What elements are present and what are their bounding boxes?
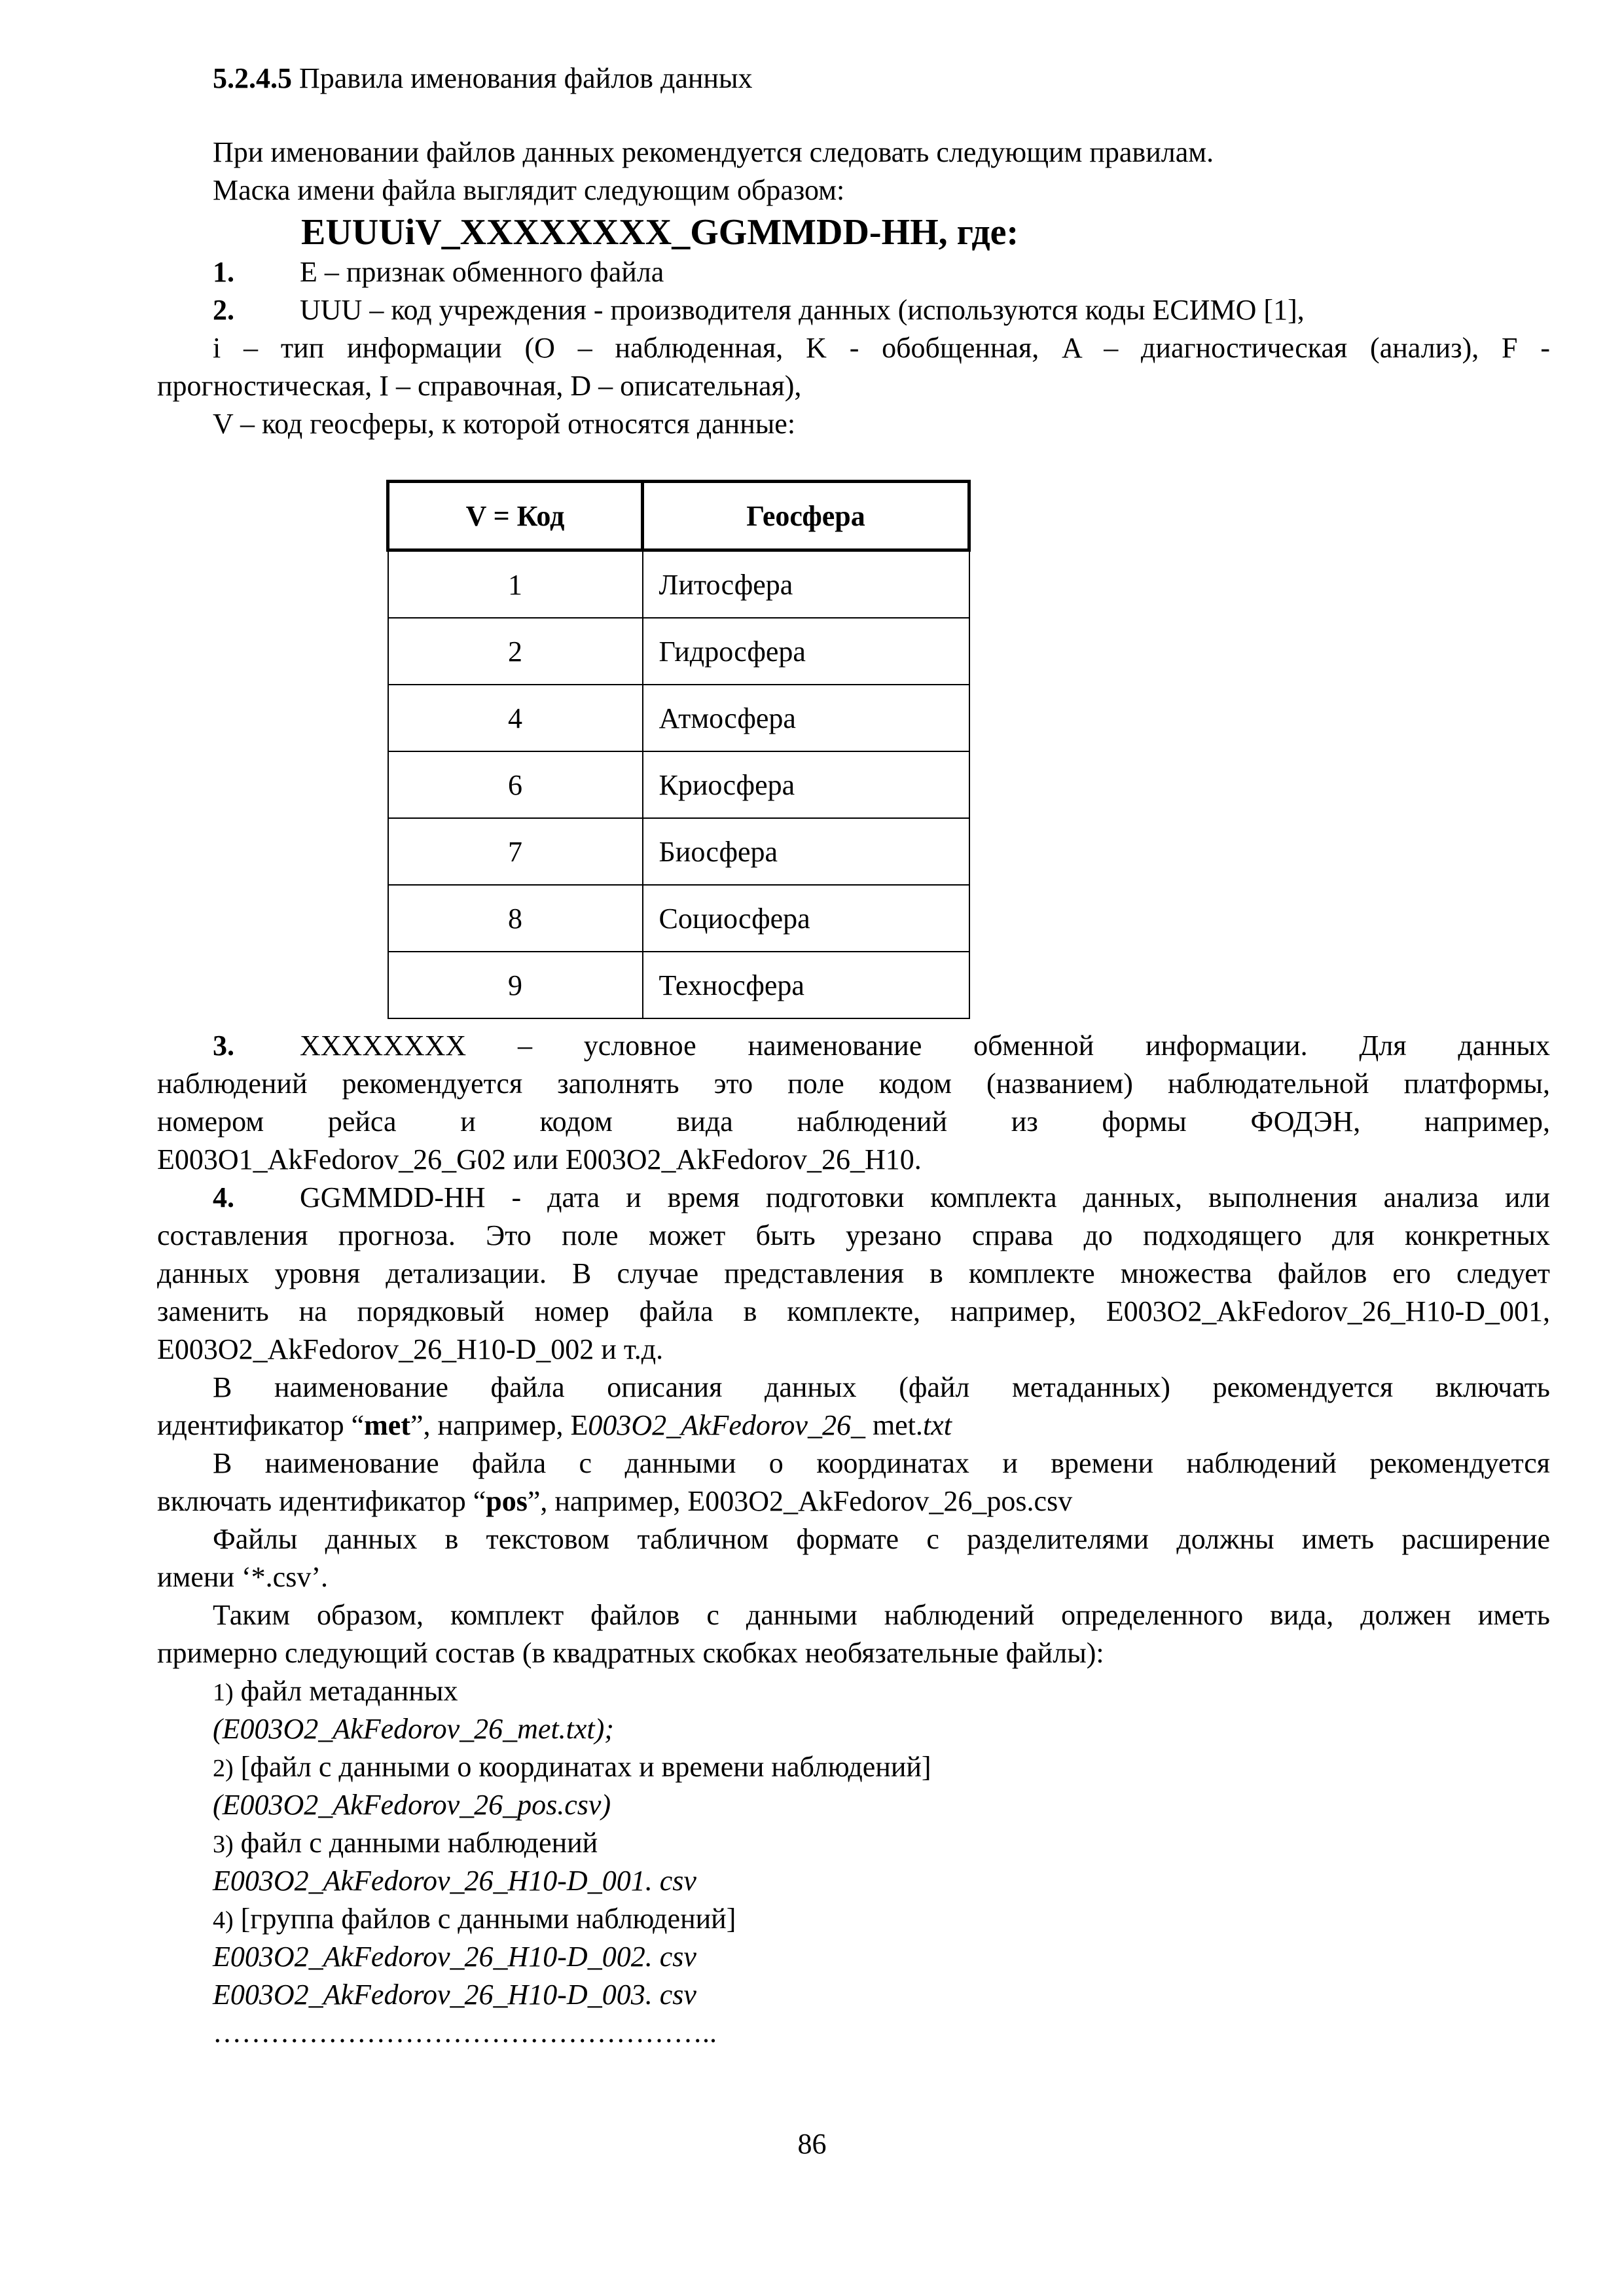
cell-code: 1	[388, 550, 643, 619]
ellipsis-line: ……………………………………………..	[213, 2017, 717, 2049]
item-4-number: 4.	[213, 1181, 234, 1213]
file-example: (E003O2_AkFedorov_26_met.txt);	[213, 1713, 614, 1745]
header-geosphere: Геосфера	[643, 482, 969, 550]
csv-para-line-2: имени ‘*.csv’.	[157, 1561, 328, 1593]
file-item-label: файл метаданных	[240, 1675, 458, 1707]
intro-line-2: Маска имени файла выглядит следующим образом:	[213, 174, 845, 206]
set-para-line-1: Таким образом, комплект файлов с данными наблюдений определенного вида, должен иметь	[213, 1599, 1550, 1631]
item-4-line-5: E003O2_AkFedorov_26_H10-D_002 и т.д.	[157, 1333, 664, 1365]
file-item-1	[213, 1673, 458, 1711]
header-code: V = Код	[388, 482, 643, 550]
file-item-number: 2)	[213, 1755, 234, 1782]
file-item-4	[213, 1901, 736, 1939]
cell-name: Гидросфера	[643, 618, 969, 685]
item-3-line-1: XXXXXXXX – условное наименование обменной информации. Для данных	[300, 1030, 1550, 1062]
cell-code: 4	[388, 685, 643, 751]
pos-para-line-2	[157, 1483, 1072, 1520]
table-row	[388, 685, 969, 751]
item-4-line-2: составления прогноза. Это поле может быть урезано справа до подходящего для конкретных	[157, 1219, 1550, 1251]
meta-para-line-2	[157, 1407, 952, 1444]
table-row	[388, 818, 969, 885]
pos-text-c: ”, например, E003O2_AkFedorov_26_pos.csv	[527, 1485, 1073, 1517]
table-row	[388, 618, 969, 685]
cell-code: 6	[388, 751, 643, 818]
type-info-line-2: прогностическая, I – справочная, D – описательная),	[157, 370, 802, 402]
table-header-row	[388, 482, 969, 550]
item-1-number: 1.	[213, 256, 234, 288]
meta-example-txt: txt	[922, 1409, 952, 1441]
cell-name: Техносфера	[643, 952, 969, 1018]
meta-text-a: идентификатор “	[157, 1409, 365, 1441]
item-1-text: E – признак обменного файла	[300, 256, 664, 288]
table-row	[388, 751, 969, 818]
cell-code: 8	[388, 885, 643, 952]
geosphere-intro: V – код геосферы, к которой относятся данные:	[213, 408, 796, 440]
item-3-number: 3.	[213, 1030, 234, 1062]
file-item-3	[213, 1825, 598, 1863]
cell-name: Социосфера	[643, 885, 969, 952]
section-number: 5.2.4.5	[213, 62, 292, 94]
item-2-number: 2.	[213, 294, 234, 326]
met-identifier: met	[364, 1409, 410, 1441]
cell-name: Криосфера	[643, 751, 969, 818]
set-para-line-2: примерно следующий состав (в квадратных скобках необязательные файлы):	[157, 1637, 1104, 1669]
cell-name: Литосфера	[643, 550, 969, 619]
file-example: E003O2_AkFedorov_26_H10-D_001. csv	[213, 1865, 696, 1897]
file-item-label: [файл с данными о координатах и времени наблюдений]	[240, 1751, 931, 1783]
item-3-line-4: E003O1_AkFedorov_26_G02 или E003O2_AkFedorov_26_H10.	[157, 1143, 922, 1175]
cell-code: 2	[388, 618, 643, 685]
cell-code: 7	[388, 818, 643, 885]
item-4-line-4: заменить на порядковый номер файла в комплекте, например, E003O2_AkFedorov_26_H10-D_001,	[157, 1295, 1550, 1327]
cell-code: 9	[388, 952, 643, 1018]
cell-name: Биосфера	[643, 818, 969, 885]
file-item-number: 1)	[213, 1679, 234, 1706]
item-3-line-3: номером рейса и кодом вида наблюдений из формы ФОДЭН, например,	[157, 1105, 1550, 1138]
file-item-number: 3)	[213, 1831, 234, 1858]
page-number: 86	[797, 2128, 827, 2160]
file-item-label: файл с данными наблюдений	[240, 1827, 598, 1859]
geosphere-table	[386, 480, 971, 1019]
table-row	[388, 885, 969, 952]
item-2-text: UUU – код учреждения - производителя данных (используются коды ЕСИМО [1],	[300, 294, 1305, 326]
file-item-2	[213, 1749, 931, 1787]
file-example: E003O2_AkFedorov_26_H10-D_003. csv	[213, 1979, 696, 2011]
meta-para-line-1: В наименование файла описания данных (файл метаданных) рекомендуется включать	[213, 1371, 1550, 1403]
file-example: (E003O2_AkFedorov_26_pos.csv)	[213, 1789, 611, 1821]
item-4-line-1: GGMMDD-HH - дата и время подготовки комплекта данных, выполнения анализа или	[300, 1181, 1550, 1213]
pos-text-a: включать идентификатор “	[157, 1485, 486, 1517]
intro-line-1: При именовании файлов данных рекомендуется следовать следующим правилам.	[213, 136, 1214, 168]
file-name-mask: EUUUiV_XXXXXXXX_GGMMDD-HH, где:	[301, 212, 1019, 253]
meta-text-c: ”, например, E	[410, 1409, 588, 1441]
cell-name: Атмосфера	[643, 685, 969, 751]
pos-para-line-1: В наименование файла с данными о координатах и времени наблюдений рекомендуется	[213, 1447, 1550, 1479]
table-row	[388, 550, 969, 619]
type-info-line-1: i – тип информации (O – наблюденная, K - обобщенная, A – диагностическая (анализ), F -	[213, 332, 1550, 364]
file-example: E003O2_AkFedorov_26_H10-D_002. csv	[213, 1941, 696, 1973]
table-row	[388, 952, 969, 1018]
item-4-line-3: данных уровня детализации. В случае представления в комплекте множества файлов его следует	[157, 1257, 1550, 1289]
meta-example-ext: met.	[865, 1409, 923, 1441]
csv-para-line-1: Файлы данных в текстовом табличном формате с разделителями должны иметь расширение	[213, 1523, 1550, 1555]
meta-example-italic: 003O2_AkFedorov_26_	[588, 1409, 865, 1441]
file-item-number: 4)	[213, 1907, 234, 1934]
file-item-label: [группа файлов с данными наблюдений]	[240, 1903, 736, 1935]
section-title: Правила именования файлов данных	[292, 62, 753, 94]
section-heading	[213, 60, 753, 97]
item-3-line-2: наблюдений рекомендуется заполнять это поле кодом (названием) наблюдательной платформы,	[157, 1067, 1550, 1100]
pos-identifier: pos	[486, 1485, 528, 1517]
